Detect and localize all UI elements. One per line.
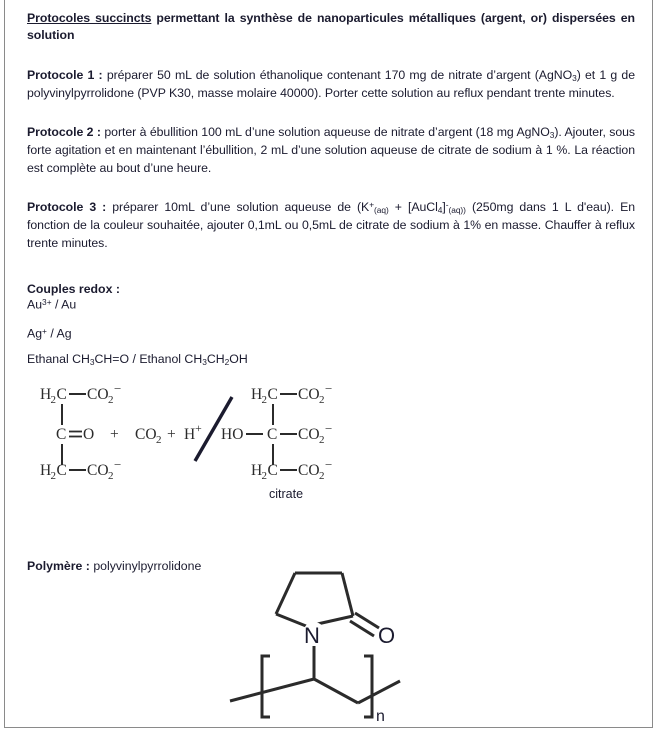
- protocol-3-aq-1: (aq): [374, 205, 389, 216]
- gold-symbol: Au: [27, 297, 43, 312]
- ring-bond-c5-n: [276, 614, 306, 626]
- protocol-3-paragraph: [27, 199, 635, 252]
- document-title: [27, 10, 635, 45]
- left-top-h2c: H: [40, 385, 52, 403]
- spacer: [27, 57, 635, 67]
- gold-slash: / Au: [51, 297, 77, 312]
- chemical-structures-svg: [18, 377, 638, 507]
- spacer: [27, 114, 635, 124]
- left-bottom-h2c-sub: 2: [50, 469, 56, 482]
- left-structure-group: [40, 381, 202, 482]
- repeat-subscript-n: n: [376, 707, 385, 725]
- right-bottom-h2c-sub: 2: [261, 469, 267, 482]
- pyrrolidone-ring: [276, 573, 353, 626]
- protocol-1-body-pre: préparer 50 mL de solution éthanolique contenant 170 mg de nitrate d’argent (AgNO: [106, 67, 573, 82]
- backbone-left-segment: [230, 679, 314, 701]
- polymer-label-value: polyvinylpyrrolidone: [93, 558, 202, 573]
- spacer: [27, 264, 635, 282]
- polymer-label: [27, 559, 201, 573]
- ethanal-sub-1: 3: [89, 357, 95, 368]
- left-proton: H: [184, 425, 196, 443]
- ethanol-name-c: OH: [229, 351, 248, 366]
- right-top-c: C: [267, 385, 278, 403]
- oxygen-label: O: [378, 622, 396, 648]
- left-plus-2: +: [167, 425, 176, 443]
- protocol-3-body-pre: préparer 10mL d’une solution aqueuse de (K: [112, 200, 370, 215]
- spacer: [27, 189, 635, 199]
- right-structure-group: [221, 381, 332, 501]
- right-top-co2: CO: [298, 385, 320, 403]
- left-bottom-co2: CO: [87, 461, 109, 479]
- bracket-close: [364, 656, 372, 717]
- silver-charge: +: [42, 326, 47, 337]
- protocol-2-separator: :: [93, 125, 105, 140]
- protocol-1-separator: :: [94, 67, 107, 82]
- backbone-mid-segment: [314, 679, 358, 703]
- ethanal-name: Ethanal CH: [27, 351, 90, 366]
- left-bottom-h2c: H: [40, 461, 52, 479]
- bracket-open: [262, 656, 270, 717]
- repeat-unit-brackets: [262, 656, 372, 717]
- ring-bond-c2-c3: [342, 573, 353, 616]
- protocol-3-body-post: (250mg dans 1 L d'eau). En fonction de la couleur souhaitée, ajouter 0,1mL ou 0,5mL de citrate de sodium à 1% en masse. Chauffer à reflux trente minutes.: [27, 200, 636, 250]
- nitrogen-label: N: [304, 622, 320, 648]
- redox-heading: Couples redox :: [27, 281, 120, 296]
- right-center-charge: −: [325, 420, 333, 436]
- left-top-co2: CO: [87, 385, 109, 403]
- polymer-backbone: [230, 679, 400, 703]
- title-rest: permettant la synthèse de nanoparticules métalliques (argent, or) dispersées en solution: [27, 11, 635, 43]
- protocol-2-body-post: ). Ajouter, sous forte agitation et en maintenant l’ébullition, 2 mL d’une solution aqueuse de citrate de sodium à 1 %. La réaction est complète au bout d’une heure.: [27, 125, 636, 175]
- silver-symbol: Ag: [27, 326, 43, 341]
- silver-slash: / Ag: [46, 326, 72, 341]
- redox-couple-silver: [27, 326, 635, 342]
- right-bottom-charge: −: [325, 456, 333, 472]
- right-top-h2c-sub: 2: [261, 393, 267, 406]
- left-top-co2-sub: 2: [108, 393, 114, 406]
- left-top-charge: −: [114, 380, 122, 396]
- protocol-2-paragraph: [27, 124, 635, 177]
- left-co2-free-sub: 2: [156, 433, 162, 446]
- backbone-right-segment: [358, 681, 400, 703]
- ethanol-name: Ethanol CH: [139, 351, 203, 366]
- left-center-c: C: [56, 425, 67, 443]
- title-underlined-part: Protocoles succincts: [27, 11, 152, 25]
- right-top-h2c: H: [251, 385, 263, 403]
- protocol-1-label: Protocole 1: [27, 67, 95, 82]
- protocol-3-sup-minus: -: [445, 199, 449, 210]
- protocol-3-mid: + [AuCl: [388, 200, 438, 215]
- right-top-co2-sub: 2: [319, 393, 325, 406]
- protocol-2-subscript: 3: [549, 130, 555, 141]
- ethanol-name-b: CH: [206, 351, 225, 366]
- protocol-2-body-pre: porter à ébullition 100 mL d’une solution aqueuse de nitrate d’argent (18 mg AgNO: [104, 125, 550, 140]
- left-bottom-charge: −: [114, 456, 122, 472]
- right-center-co2: CO: [298, 425, 320, 443]
- protocol-3-sub-cl: 4: [437, 205, 443, 216]
- ring-bond-c4-c5: [276, 573, 295, 614]
- protocol-3-separator: :: [96, 200, 113, 215]
- right-bottom-co2-sub: 2: [319, 469, 325, 482]
- ethanol-sub-2: 2: [224, 357, 230, 368]
- right-center-co2-sub: 2: [319, 433, 325, 446]
- left-plus-1: +: [110, 425, 119, 443]
- polymer-label-sep: :: [82, 558, 94, 573]
- polymer-label-bold: Polymère: [27, 558, 83, 573]
- gold-charge: 3+: [42, 296, 52, 307]
- left-top-h2c-sub: 2: [50, 393, 56, 406]
- right-hydroxyl: HO: [221, 425, 244, 443]
- right-center-c: C: [267, 425, 278, 443]
- protocol-3-aq-2: (aq)): [448, 205, 466, 216]
- right-bottom-co2: CO: [298, 461, 320, 479]
- left-co2-free: CO: [135, 425, 157, 443]
- right-bottom-h2c: H: [251, 461, 263, 479]
- carbonyl-group: [350, 613, 395, 648]
- ethanal-name-b: CH=O: [94, 351, 130, 366]
- polymer-section: [18, 537, 638, 725]
- left-center-o: O: [83, 425, 95, 443]
- left-bottom-c: C: [56, 461, 67, 479]
- left-top-c: C: [56, 385, 67, 403]
- left-proton-charge: +: [195, 420, 202, 435]
- redox-couple-ethanal: [27, 352, 635, 368]
- protocol-1-subscript: 3: [572, 72, 577, 83]
- protocol-3-sup-k: +: [369, 199, 375, 210]
- protocol-1-body-post: ) et 1 g de polyvinylpyrrolidone (PVP K30, masse molaire 40000). Porter cette solution au reflux pendant trente minutes.: [27, 67, 636, 100]
- chemical-structures-figure: [18, 377, 638, 507]
- ethanol-sub-1: 3: [202, 357, 207, 368]
- protocol-2-label: Protocole 2: [27, 125, 94, 140]
- protocol-3-label: Protocole 3: [27, 200, 97, 215]
- right-top-charge: −: [325, 380, 333, 396]
- document-content: [27, 10, 636, 725]
- ethanal-slash: /: [129, 351, 140, 366]
- protocol-3-bracket-close: ]: [442, 200, 446, 215]
- right-bottom-c: C: [267, 461, 278, 479]
- citrate-caption: citrate: [269, 486, 304, 501]
- redox-couple-gold: [27, 297, 635, 313]
- left-bottom-co2-sub: 2: [108, 469, 114, 482]
- protocol-1-paragraph: [27, 67, 635, 102]
- pvp-structure-svg: [218, 533, 418, 725]
